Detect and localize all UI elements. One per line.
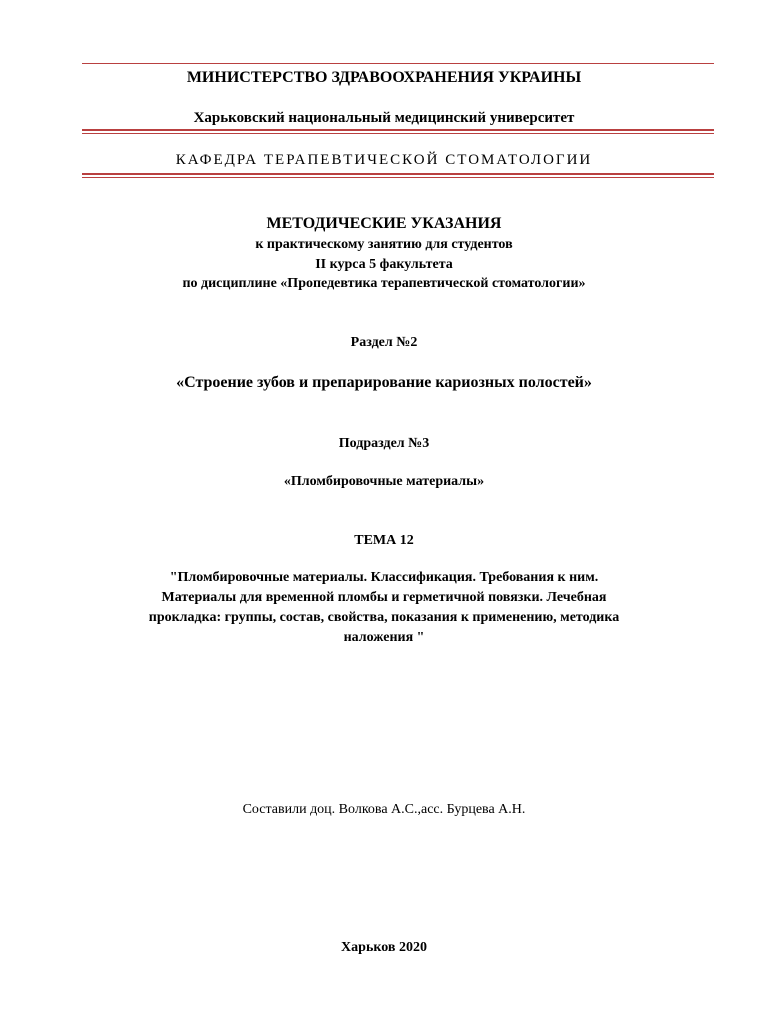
section-title: «Строение зубов и препарирование кариозных полостей» (176, 374, 592, 391)
authors-line: Составили доц. Волкова А.С.,асс. Бурцева А.Н. (242, 802, 526, 817)
document-title: МЕТОДИЧЕСКИЕ УКАЗАНИЯ (266, 215, 502, 232)
theme-title-line: Материалы для временной пломбы и герметичной повязки. Лечебная (161, 590, 607, 605)
document-subtitle-line: к практическому занятию для студентов (255, 237, 513, 252)
department-name: КАФЕДРА ТЕРАПЕВТИЧЕСКОЙ СТОМАТОЛОГИИ (175, 152, 593, 168)
ministry-name: МИНИСТЕРСТВО ЗДРАВООХРАНЕНИЯ УКРАИНЫ (186, 69, 582, 86)
university-name: Харьковский национальный медицинский университет (193, 110, 575, 126)
theme-title-line: "Пломбировочные материалы. Классификация. Требования к ним. (169, 570, 599, 585)
document-subtitle-line: II курса 5 факультета (315, 257, 453, 272)
subsection-label: Подраздел №3 (338, 436, 430, 451)
subsection-title: «Пломбировочные материалы» (283, 474, 485, 489)
top-rule (82, 63, 714, 64)
theme-title-line: прокладка: группы, состав, свойства, показания к применению, методика (148, 610, 620, 625)
university-rule (82, 129, 714, 134)
document-subtitle-line: по дисциплине «Пропедевтика терапевтической стоматологии» (182, 276, 586, 291)
department-rule (82, 173, 714, 178)
theme-title-line: наложения " (343, 630, 425, 645)
theme-label: ТЕМА 12 (354, 533, 414, 548)
city-year: Харьков 2020 (341, 940, 427, 955)
section-label: Раздел №2 (350, 335, 418, 350)
